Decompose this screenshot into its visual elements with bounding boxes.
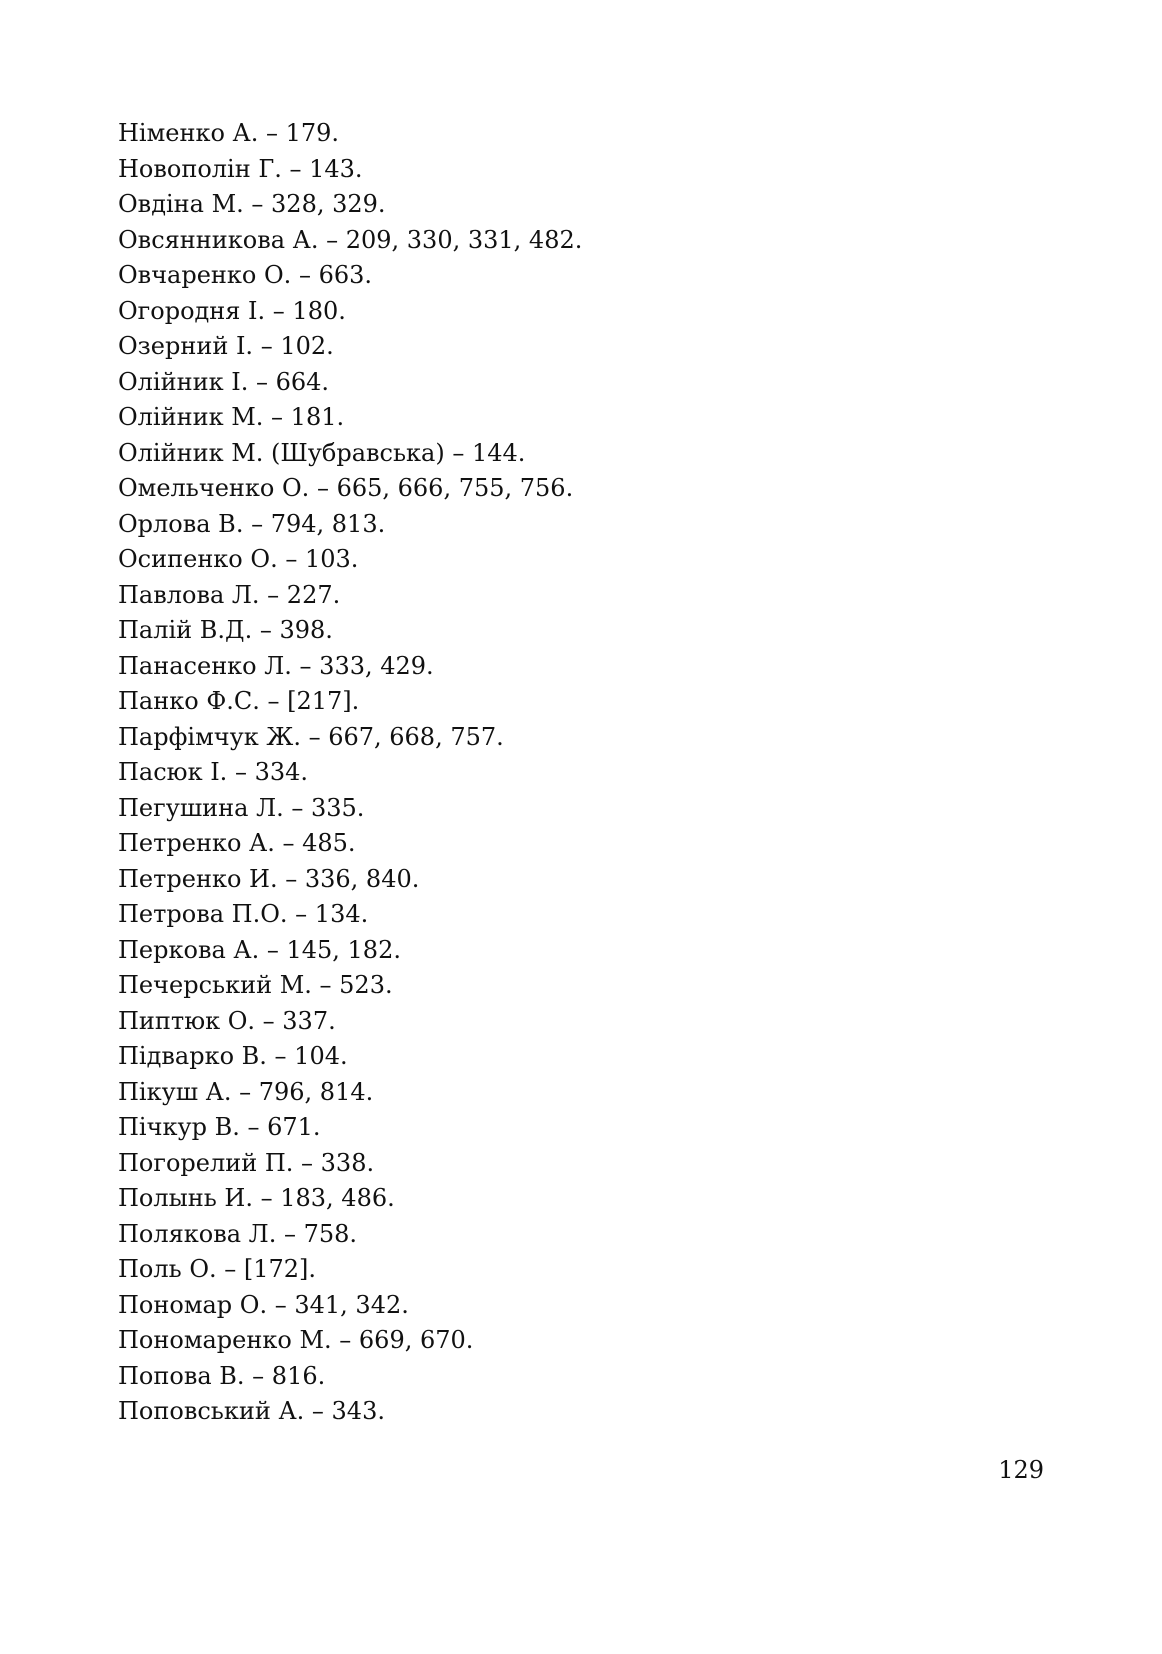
index-entry: Новополін Г. – 143. [118, 154, 363, 183]
name-index-list [118, 116, 582, 1430]
index-entry: Петренко А. – 485. [118, 829, 356, 857]
index-entry: Овчаренко О. – 663. [118, 261, 373, 289]
index-entry: Перкова А. – 145, 182. [118, 935, 401, 964]
index-entry: Орлова В. – 794, 813. [118, 509, 386, 538]
index-entry: Погорелий П. – 338. [118, 1148, 375, 1177]
index-entry: Пиптюк О. – 337. [118, 1006, 336, 1035]
index-entry: Підварко В. – 104. [118, 1042, 348, 1070]
index-entry: Панко Ф.С. – [217]. [118, 687, 360, 715]
index-entry: Омельченко О. – 665, 666, 755, 756. [118, 474, 574, 502]
index-entry: Павлова Л. – 227. [118, 580, 341, 609]
index-entry: Овдіна М. – 328, 329. [118, 190, 386, 218]
index-entry: Огородня І. – 180. [118, 296, 346, 325]
index-entry: Пономар О. – 341, 342. [118, 1290, 409, 1319]
index-entry: Озерний І. – 102. [118, 332, 334, 360]
index-entry: Попова В. – 816. [118, 1361, 326, 1390]
index-entry: Пічкур В. – 671. [118, 1113, 321, 1141]
index-entry: Печерський М. – 523. [118, 971, 393, 999]
index-entry: Олійник М. – 181. [118, 403, 345, 431]
index-entry: Осипенко О. – 103. [118, 545, 359, 573]
page-number: 129 [998, 1456, 1044, 1484]
index-entry: Олійник І. – 664. [118, 367, 330, 396]
index-entry: Пікуш А. – 796, 814. [118, 1077, 374, 1106]
index-entry: Овсянникова А. – 209, 330, 331, 482. [118, 225, 583, 254]
index-entry: Пасюк І. – 334. [118, 758, 309, 786]
index-entry: Петрова П.О. – 134. [118, 900, 369, 928]
index-entry: Парфімчук Ж. – 667, 668, 757. [118, 722, 504, 751]
index-entry: Олійник М. (Шубравська) – 144. [118, 438, 526, 467]
index-entry: Пегушина Л. – 335. [118, 793, 365, 822]
index-entry: Поль О. – [172]. [118, 1255, 317, 1283]
index-entry: Німенко А. – 179. [118, 119, 340, 147]
index-entry: Петренко И. – 336, 840. [118, 864, 420, 893]
index-entry: Полынь И. – 183, 486. [118, 1184, 395, 1212]
index-entry: Панасенко Л. – 333, 429. [118, 651, 434, 680]
index-entry: Поповський А. – 343. [118, 1397, 385, 1425]
index-entry: Пономаренко М. – 669, 670. [118, 1326, 474, 1354]
index-entry: Палій В.Д. – 398. [118, 616, 333, 644]
index-entry: Полякова Л. – 758. [118, 1219, 358, 1248]
